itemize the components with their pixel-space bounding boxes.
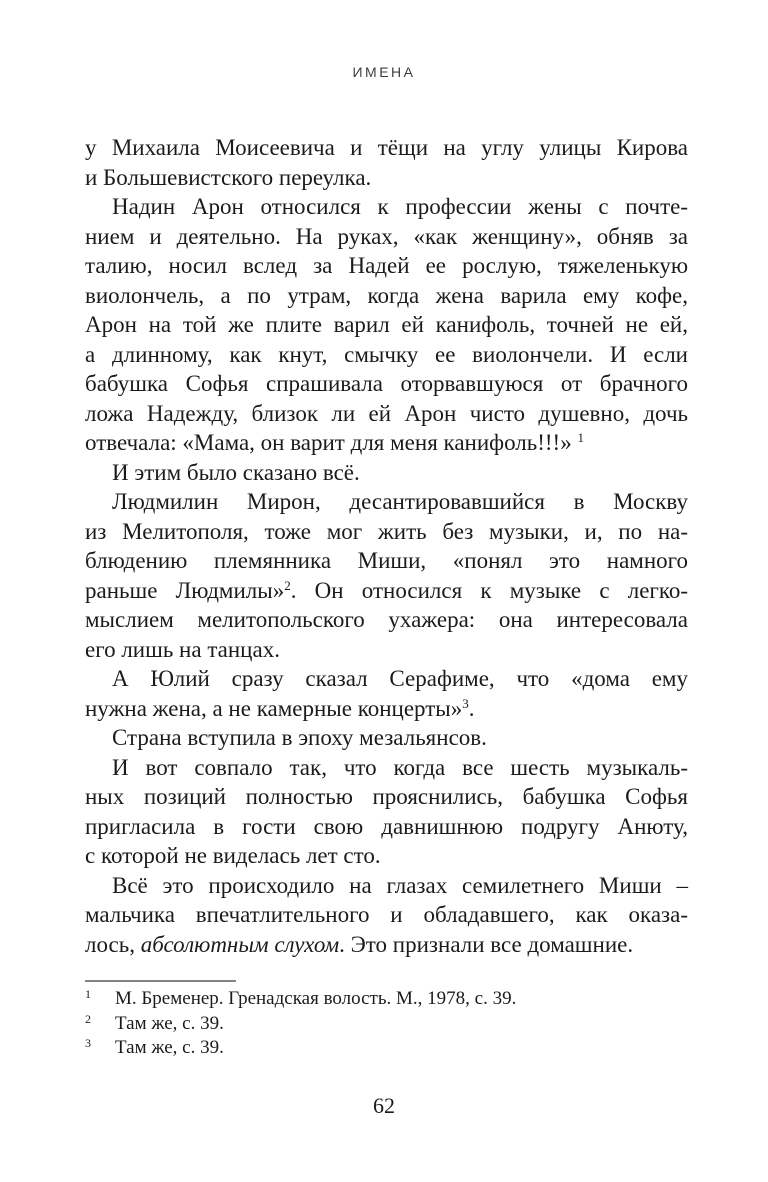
footnotes [85, 987, 688, 1061]
text-line: Страна вступила в эпоху мезальянсов. [112, 725, 487, 750]
text-line: нужна жена, а не камерные концерты»$^3$. [85, 695, 475, 721]
text-line: ных позиций полностью прояснились, бабушка Софья [85, 784, 688, 809]
text-line: а длинному, как кнут, смычку ее виолончели. И если [85, 341, 688, 367]
footnote-marker: 3 [85, 1036, 91, 1050]
text-line: виолончель, а по утрам, когда жена варила ему кофе, [85, 282, 688, 308]
footnote [85, 1012, 688, 1037]
text-line: Надин Арон относился к профессии жены с почте- [112, 194, 688, 219]
footnote-reference: 1 [577, 430, 584, 445]
text-line: блюдению племянника Миши, «понял это намного [85, 548, 688, 573]
footnote-text: М. Бременер. Гренадская волость. М., 1978, с. 39. [115, 988, 517, 1009]
text-line: нием и деятельно. На руках, «как женщину», обняв за [85, 223, 688, 249]
footnote [85, 1036, 688, 1061]
body-text [85, 133, 688, 959]
text-line: И этим было сказано всё. [112, 459, 360, 485]
footnote-marker: 1 [85, 987, 91, 1001]
text-line: лось, абсолютным слухом. Это признали все домашние. [85, 931, 634, 957]
footnote-reference: 3 [462, 695, 469, 711]
text-line: Всё это происходило на глазах семилетнего Миши – [112, 872, 688, 898]
footnote-text: Там же, с. 39. [115, 1037, 224, 1058]
footnote-reference: 2 [284, 577, 291, 593]
text-line: мальчика впечатлительного и обладавшего, как оказа- [85, 902, 688, 927]
text-line: А Юлий сразу сказал Серафиме, что «дома ему [112, 666, 688, 691]
text-line: талию, носил вслед за Надей ее рослую, тяжеленькую [85, 253, 688, 278]
footnote-marker: 2 [85, 1011, 91, 1026]
text-line: из Мелитополя, тоже мог жить без музыки, и, по на- [85, 518, 688, 544]
text-line: Арон на той же плите варил ей канифоль, точней не ей, [85, 312, 688, 337]
text-line: ложа Надежду, близок ли ей Арон чисто душевно, дочь [85, 400, 688, 426]
text-line: у Михаила Моисеевича и тёщи на углу улицы Кирова [85, 135, 688, 160]
text-line: отвечала: «Мама, он варит для меня канифоль!!!» $^1$ [85, 430, 584, 455]
text-line: раньше Людмилы»$^2$. Он относился к музыке с легко- [85, 577, 688, 603]
text-line: мыслием мелитопольского ухажера: она интересовала [85, 607, 688, 632]
text-line: его лишь на танцах. [85, 636, 280, 662]
page-number: 62 [373, 1093, 395, 1118]
text-line: И вот совпало так, что когда все шесть музыкаль- [112, 754, 688, 780]
text-line: бабушка Софья спрашивала оторвавшуюся от брачного [85, 371, 688, 396]
footnote [85, 987, 688, 1012]
text-line: пригласила в гости свою давнишнюю подругу Анюту, [85, 813, 688, 839]
text-line: Людмилин Мирон, десантировавшийся в Москву [112, 489, 688, 514]
text-line: с которой не виделась лет сто. [85, 843, 381, 868]
footnote-text: Там же, с. 39. [115, 1012, 224, 1034]
text-line: и Большевистского переулка. [85, 164, 372, 190]
running-head: ИМЕНА [352, 64, 416, 80]
